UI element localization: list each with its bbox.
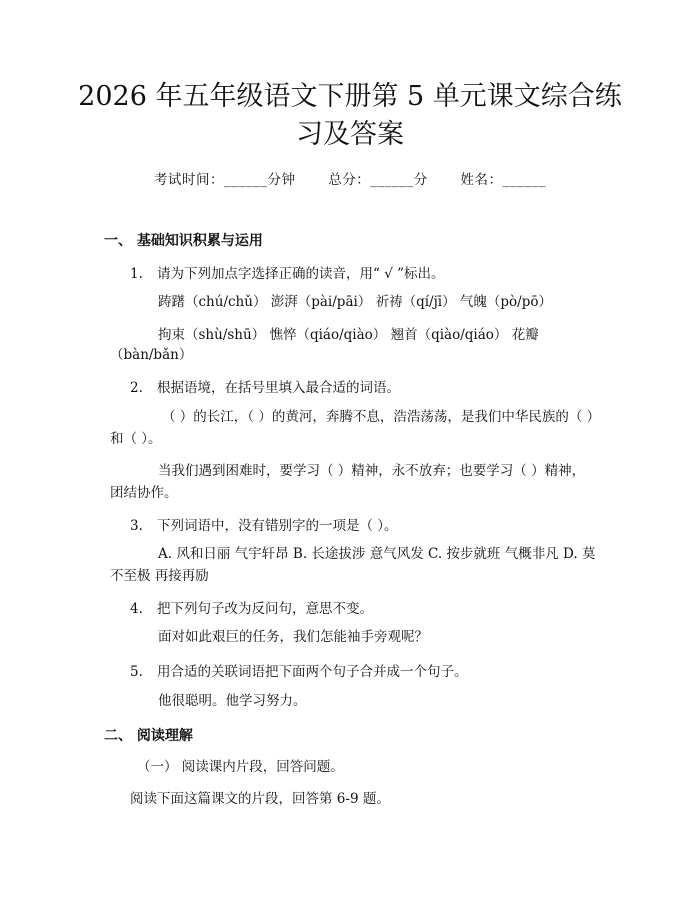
pinyin-row-1: 踌躇（chú/chǔ） 澎湃（pài/pāi） 祈祷（qí/jī） 气魄（pò/pō） (158, 294, 552, 310)
title-line-1: 2026 年五年级语文下册第 5 单元课文综合练 (78, 81, 622, 112)
question-1 (130, 262, 445, 282)
question-number: 5. (130, 664, 143, 680)
title-line-2: 习及答案 (296, 119, 404, 150)
section-heading-2: 二、 阅读理解 (104, 728, 193, 744)
question-2 (130, 376, 400, 396)
question-number: 2. (130, 380, 143, 396)
question-number: 1. (130, 266, 143, 282)
question-text: 根据语境，在括号里填入最合适的词语。 (157, 380, 400, 396)
page-title (60, 78, 640, 154)
section-heading-1: 一、 基础知识积累与运用 (104, 233, 263, 249)
question-number: 4. (130, 601, 143, 617)
reading-subsection: （一） 阅读课内片段，回答问题。 (137, 759, 344, 775)
exam-time: 考试时间：______分钟 (153, 172, 296, 188)
question-4-sentence: 面对如此艰巨的任务，我们怎能袖手旁观呢？ (158, 629, 428, 645)
pinyin-row-2: 拘束（shù/shū） 憔悴（qiáo/qiào） 翘首（qiào/qiáo） 花瓣 (158, 327, 539, 343)
question-4 (130, 597, 373, 617)
question-3 (130, 514, 398, 534)
question-text: 请为下列加点字选择正确的读音，用“ √ ”标出。 (157, 266, 445, 282)
exam-meta (0, 168, 700, 188)
fill-blank-paragraph-2: 当我们遇到困难时，要学习（ ）精神，永不放弃；也要学习（ ）精神，团结协作。 (110, 463, 586, 501)
choice-options: A. 风和日丽 气宇轩昂 B. 长途拔涉 意气风发 C. 按步就班 气概非凡 D. 莫不至极 再接再励 (110, 546, 596, 584)
question-text: 把下列句子改为反问句，意思不变。 (157, 601, 373, 617)
question-text: 下列词语中，没有错别字的一项是（ ）。 (157, 518, 398, 534)
fill-blank-paragraph-1: （ ）的长江，（ ）的黄河，奔腾不息，浩浩荡荡，是我们中华民族的（ ）和（ ）。 (110, 409, 594, 447)
pinyin-row-2-continued: （bàn/bǎn） (110, 347, 193, 363)
exam-score: 总分：______分 (328, 172, 428, 188)
reading-intro: 阅读下面这篇课文的片段，回答第 6-9 题。 (130, 791, 390, 807)
student-name: 姓名：______ (460, 172, 547, 188)
question-5-sentence: 他很聪明。他学习努力。 (158, 693, 307, 709)
question-number: 3. (130, 518, 143, 534)
question-5 (130, 660, 468, 680)
question-text: 用合适的关联词语把下面两个句子合并成一个句子。 (157, 664, 468, 680)
